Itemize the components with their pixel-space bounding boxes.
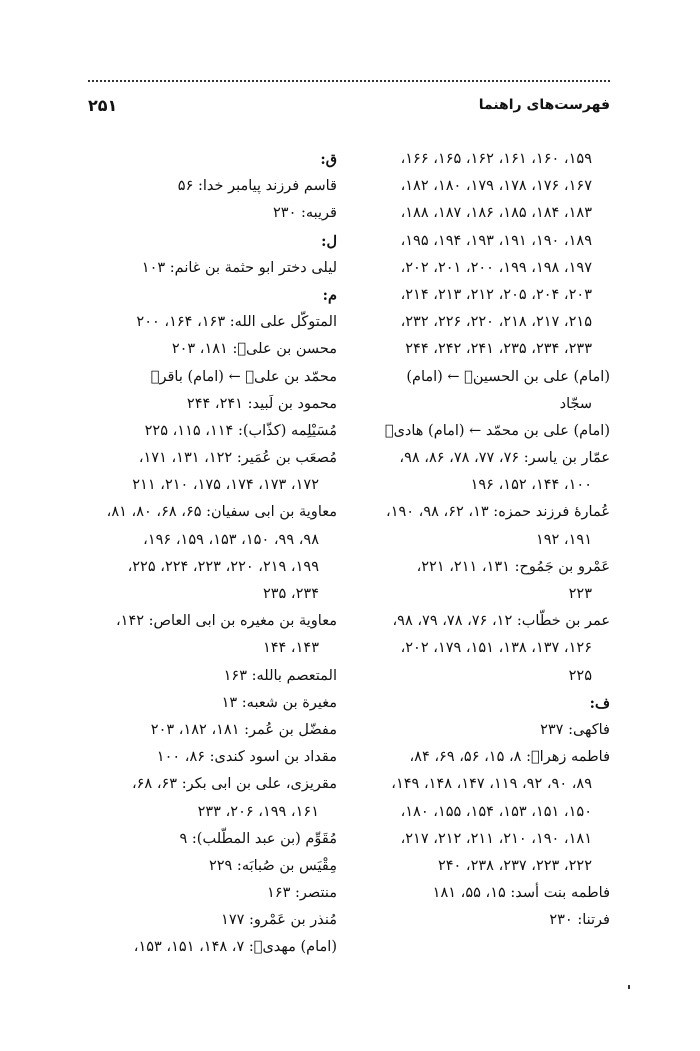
index-entry-continuation: ۲۱۵، ۲۱۷، ۲۱۸، ۲۲۰، ۲۲۶، ۲۳۲،: [400, 314, 592, 331]
index-entry: مِقْیَس بن صُبابَه: ۲۲۹: [208, 857, 337, 874]
letter-heading: ف:: [589, 694, 610, 712]
index-entry: محمود بن لَبید: ۲۴۱، ۲۴۴: [186, 395, 337, 412]
index-entry: قاسم فرزند پیامبر خدا: ۵۶: [177, 178, 337, 195]
index-entry: مُسَیْلِمه (کذّاب): ۱۱۴، ۱۱۵، ۲۲۵: [144, 422, 337, 439]
index-column-left: [92, 146, 337, 962]
index-entry-continuation: ۱۸۳، ۱۸۴، ۱۸۵، ۱۸۶، ۱۸۷، ۱۸۸،: [400, 205, 592, 222]
index-entry: منتصر: ۱۶۳: [267, 885, 337, 902]
index-entry: فاطمه زهرا﷑: ۸، ۱۵، ۵۶، ۶۹، ۸۴،: [409, 749, 610, 766]
index-entry: (امام) مهدی﷣: ۷، ۱۴۸، ۱۵۱، ۱۵۳،: [133, 939, 337, 956]
letter-heading: ق:: [320, 151, 337, 168]
index-entry-continuation: ۲۲۳: [568, 586, 592, 602]
index-entry: مقداد بن اسود کندی: ۸۶، ۱۰۰: [156, 749, 337, 766]
index-entry-continuation: ۲۲۵: [568, 667, 592, 684]
index-entry: فاکهی: ۲۳۷: [540, 721, 610, 738]
index-entry: المتوکّل علی الله: ۱۶۳، ۱۶۴، ۲۰۰: [136, 314, 337, 331]
index-entry-continuation: ۱۵۹، ۱۶۰، ۱۶۱، ۱۶۲، ۱۶۵، ۱۶۶،: [400, 151, 592, 167]
margin-mark: [628, 985, 630, 989]
index-entry-continuation: ۱۴۳، ۱۴۴: [262, 640, 319, 657]
index-entry-continuation: ۱۸۱، ۱۹۰، ۲۱۰، ۲۱۱، ۲۱۲، ۲۱۷،: [400, 830, 592, 847]
index-entry-continuation: ۱۶۱، ۱۹۹، ۲۰۶، ۲۳۳: [197, 803, 319, 820]
index-entry-continuation: ۲۳۴، ۲۳۵: [262, 586, 319, 602]
index-column-right: [365, 146, 610, 934]
index-entry: مفضّل بن عُمر: ۱۸۱، ۱۸۲، ۲۰۳: [150, 721, 337, 738]
index-entry: فرتنا: ۲۳۰: [549, 912, 610, 929]
index-entry: معاویة بن مغیره بن ابی العاص: ۱۴۲،: [115, 613, 337, 630]
page-header: [88, 90, 610, 120]
letter-heading: ل:: [321, 232, 337, 250]
index-entry: مغیرة بن شعبه: ۱۳: [221, 694, 337, 711]
index-entry-continuation: ۱۵۰، ۱۵۱، ۱۵۳، ۱۵۴، ۱۵۵، ۱۸۰،: [400, 803, 592, 820]
index-entry-continuation: ۱۹۱، ۱۹۲: [535, 531, 592, 548]
index-entry: عمر بن خطّاب: ۱۲، ۷۶، ۷۸، ۷۹، ۹۸،: [392, 613, 610, 630]
index-entry-continuation: ۱۰۰، ۱۴۴، ۱۵۲، ۱۹۶: [470, 477, 592, 494]
index-entry-continuation: ۲۰۳، ۲۰۴، ۲۰۵، ۲۱۲، ۲۱۳، ۲۱۴،: [400, 286, 592, 303]
index-entry: عمّار بن یاسر: ۷۶، ۷۷، ۷۸، ۸۶، ۹۸،: [399, 450, 610, 467]
index-entry-continuation: ۱۷۲، ۱۷۳، ۱۷۴، ۱۷۵، ۲۱۰، ۲۱۱: [132, 477, 319, 494]
index-entry: معاویة بن ابی سفیان: ۶۵، ۶۸، ۸۰، ۸۱،: [106, 504, 337, 521]
index-entry-continuation: ۸۹، ۹۰، ۹۲، ۱۱۹، ۱۴۷، ۱۴۸، ۱۴۹،: [391, 776, 592, 793]
index-entry: لیلی دختر ابو حثمة بن غانم: ۱۰۳: [141, 259, 337, 276]
index-entry: المتعصم بالله: ۱۶۳: [223, 667, 337, 684]
index-entry: عُمارهٔ فرزند حمزه: ۱۳، ۶۲، ۹۸، ۱۹۰،: [386, 504, 610, 521]
page-number: ۲۵۱: [88, 95, 118, 115]
header-dotted-rule: [88, 80, 610, 82]
index-entry-continuation: ۱۸۹، ۱۹۰، ۱۹۱، ۱۹۳، ۱۹۴، ۱۹۵،: [400, 232, 592, 249]
index-entry-continuation: ۱۶۷، ۱۷۶، ۱۷۸، ۱۷۹، ۱۸۰، ۱۸۲،: [400, 178, 592, 195]
index-entry: (امام) علی بن محمّد ← (امام) هادی﷣: [384, 422, 610, 439]
index-entry: مُصعَب بن عُمَیر: ۱۲۲، ۱۳۱، ۱۷۱،: [138, 450, 337, 467]
index-entry-continuation: ۲۲۲، ۲۲۳، ۲۳۷، ۲۳۸، ۲۴۰: [437, 857, 592, 874]
index-entry: قریبه: ۲۳۰: [273, 205, 337, 222]
index-entry-continuation: ۱۲۶، ۱۳۷، ۱۳۸، ۱۵۱، ۱۷۹، ۲۰۲،: [400, 640, 592, 657]
index-entry: عَمْرو بن جَمُوح: ۱۳۱، ۲۱۱، ۲۲۱،: [416, 558, 610, 575]
index-entry: فاطمه بنت أسد: ۱۵، ۵۵، ۱۸۱: [432, 885, 610, 902]
index-entry-continuation: سجّاد: [559, 395, 592, 412]
index-entry: محسن بن علی﷣: ۱۸۱، ۲۰۳: [171, 341, 337, 358]
index-entry: (امام) علی بن الحسین﷣ ← (امام): [406, 368, 610, 385]
index-entry: مُنذر بن عَمْرو: ۱۷۷: [221, 912, 337, 929]
index-entry-continuation: ۱۹۹، ۲۱۹، ۲۲۰، ۲۲۳، ۲۲۴، ۲۲۵،: [127, 558, 319, 575]
index-entry-continuation: ۲۳۳، ۲۳۴، ۲۳۵، ۲۴۱، ۲۴۲، ۲۴۴: [405, 341, 592, 358]
index-entry: مُقَوِّم (بن عبد المطّلب): ۹: [179, 830, 337, 847]
index-entry-continuation: ۱۹۷، ۱۹۸، ۱۹۹، ۲۰۰، ۲۰۱، ۲۰۲،: [400, 259, 592, 276]
letter-heading: م:: [322, 286, 337, 304]
index-entry: مقریزی، علی بن ابی بکر: ۶۳، ۶۸،: [131, 776, 337, 793]
index-entry: محمّد بن علی﷣ ← (امام) باقر﷣: [150, 368, 337, 385]
index-entry-continuation: ۹۸، ۹۹، ۱۵۰، ۱۵۳، ۱۵۹، ۱۹۶،: [143, 531, 319, 548]
running-title: فهرست‌های راهنما: [478, 97, 610, 113]
